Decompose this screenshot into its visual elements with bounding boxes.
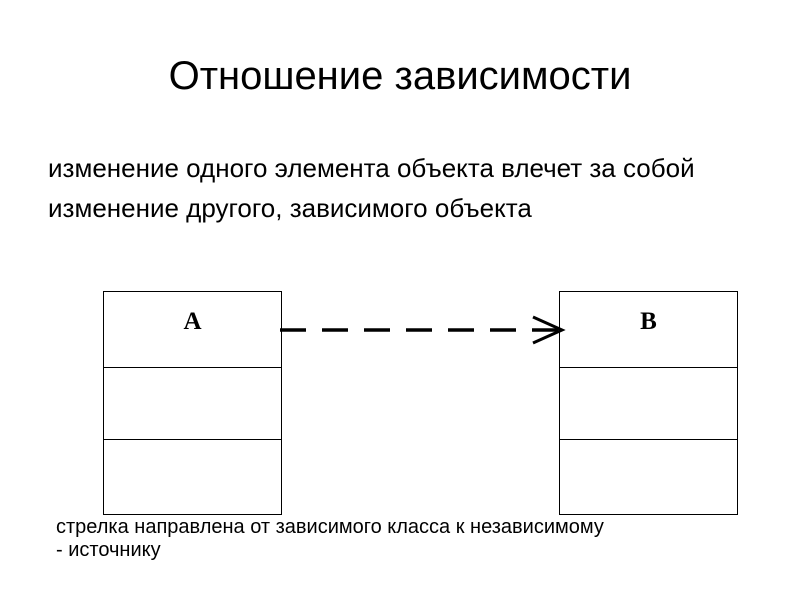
class-b-attributes [560,368,737,440]
class-a-operations [104,440,281,514]
slide-body-text: изменение одного элемента объекта влечет за собой изменение другого, зависимого объекта [48,153,695,223]
slide-title: Отношение зависимости [168,54,632,98]
class-a-attributes [104,368,281,440]
caption-line-1: стрелка направлена от зависимого класса к независимому [56,516,604,538]
caption-line-2: - источнику [56,539,161,561]
dependency-arrow [270,300,570,360]
class-b-operations [560,440,737,514]
uml-class-a [103,291,282,515]
caption-text [56,516,776,562]
class-b-name: B [560,292,737,368]
class-a-name: A [104,292,281,368]
uml-class-b [559,291,738,515]
